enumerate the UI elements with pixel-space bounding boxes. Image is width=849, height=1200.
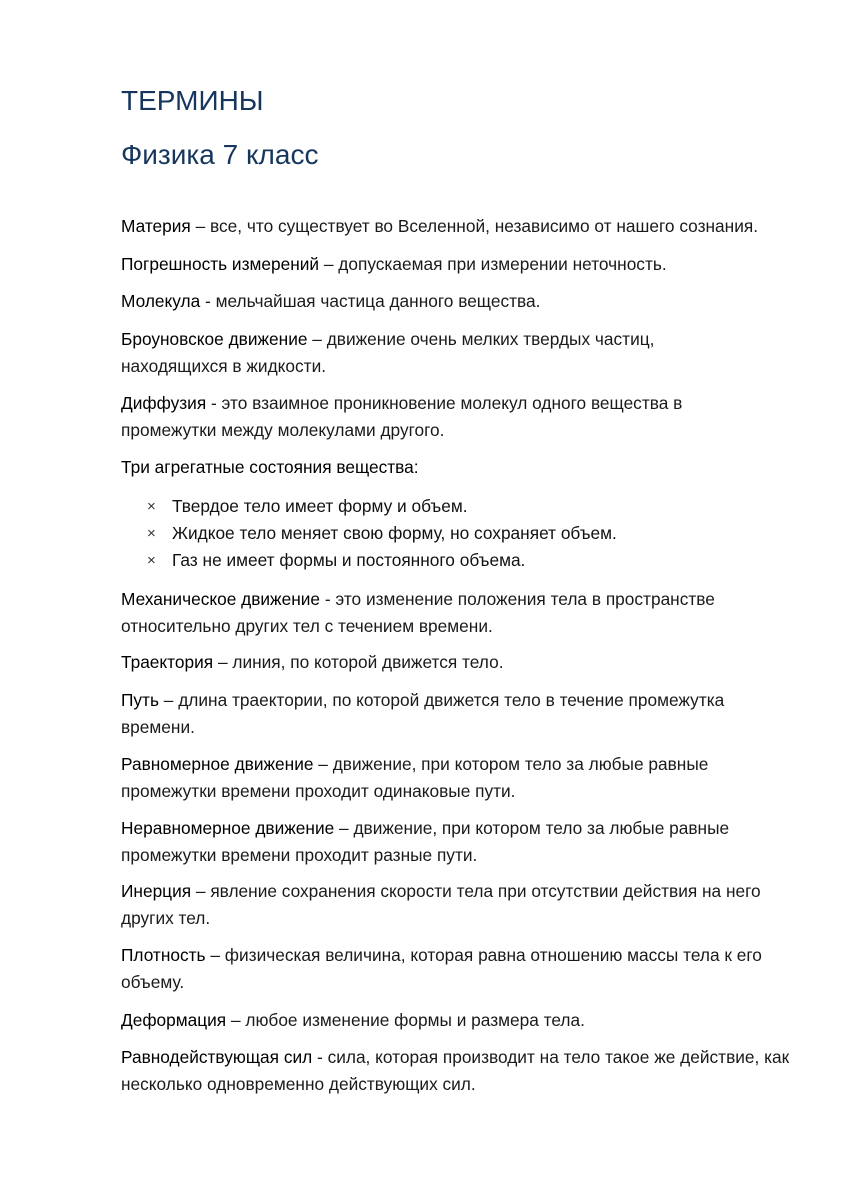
term-entry: [121, 687, 761, 740]
term-entry: [121, 288, 801, 315]
term-name: Деформация: [121, 1010, 227, 1030]
list-item: [121, 493, 801, 520]
state-name: Жидкое тело: [172, 523, 277, 543]
term-separator: –: [158, 690, 179, 710]
term-name: Траектория: [121, 652, 214, 672]
term-separator: –: [319, 254, 339, 274]
state-name: Твердое тело: [172, 496, 281, 516]
term-separator: -: [200, 291, 216, 311]
term-name: Три агрегатные состояния вещества:: [121, 457, 419, 477]
term-separator: –: [205, 945, 225, 965]
state-description: не имеет формы и постоянного объема.: [197, 550, 526, 570]
page-subtitle: Физика 7 класс: [121, 139, 319, 170]
cross-bullet-icon: ×: [147, 552, 156, 569]
term-definition: физическая величина, которая равна отношению массы тела к его объему.: [121, 945, 762, 992]
term-definition: это изменение положения тела в пространстве относительно других тел с течением времени.: [121, 589, 715, 636]
term-name: Инерция: [121, 881, 192, 901]
term-separator: –: [307, 329, 327, 349]
term-name: Равномерное движение: [121, 754, 314, 774]
term-definition: сила, которая производит на тело такое же действие, как несколько одновременно действующих сил.: [121, 1047, 790, 1094]
term-separator: –: [213, 652, 233, 672]
term-separator: –: [334, 818, 354, 838]
term-name: Диффузия: [121, 393, 207, 413]
term-definition: движение очень мелких твердых частиц, находящихся в жидкости.: [121, 329, 655, 376]
list-item: [121, 547, 801, 574]
term-separator: –: [190, 216, 210, 236]
term-definition: все, что существует во Вселенной, независимо от нашего сознания.: [210, 216, 759, 236]
term-entry: [121, 649, 801, 676]
term-definition: движение, при котором тело за любые равные промежутки времени проходит разные пути.: [121, 818, 730, 865]
term-name: Плотность: [121, 945, 206, 965]
term-separator: –: [191, 881, 211, 901]
term-entry: [121, 213, 801, 240]
term-definition: любое изменение формы и размера тела.: [245, 1010, 585, 1030]
term-name: Погрешность измерений: [121, 254, 320, 274]
term-entry: [121, 454, 801, 481]
term-name: Механическое движение: [121, 589, 321, 609]
term-entry: [121, 251, 801, 278]
state-description: меняет свою форму, но сохраняет объем.: [276, 523, 617, 543]
states-list: [121, 493, 801, 574]
state-description: имеет форму и объем.: [280, 496, 468, 516]
term-entry: [121, 326, 691, 379]
term-separator: –: [313, 754, 333, 774]
term-separator: –: [226, 1010, 246, 1030]
term-name: Молекула: [121, 291, 201, 311]
term-entry: [121, 815, 781, 868]
term-separator: -: [320, 589, 336, 609]
term-entry: [121, 878, 801, 931]
term-entry: [121, 942, 791, 995]
term-name: Путь: [121, 690, 159, 710]
term-definition: допускаемая при измерении неточность.: [338, 254, 667, 274]
list-item: [121, 520, 801, 547]
term-definition: движение, при котором тело за любые равные промежутки времени проходит одинаковые пути.: [121, 754, 709, 801]
term-entry: [121, 1007, 801, 1034]
term-definition: линия, по которой движется тело.: [232, 652, 504, 672]
term-entry: [121, 390, 721, 443]
term-name: Материя: [121, 216, 191, 236]
cross-bullet-icon: ×: [147, 498, 156, 515]
page-title: ТЕРМИНЫ: [121, 85, 264, 116]
term-name: Равнодействующая сил: [121, 1047, 313, 1067]
term-definition: длина траектории, по которой движется тело в течение промежутка времени.: [121, 690, 725, 737]
term-name: Броуновское движение: [121, 329, 308, 349]
term-definition: явление сохранения скорости тела при отсутствии действия на него других тел.: [121, 881, 761, 928]
term-entry: [121, 751, 761, 804]
term-definition: это взаимное проникновение молекул одного вещества в промежутки между молекулами другого.: [121, 393, 683, 440]
term-entry: [121, 586, 761, 639]
term-entry: [121, 1044, 801, 1097]
term-definition: мельчайшая частица данного вещества.: [215, 291, 541, 311]
term-separator: -: [312, 1047, 328, 1067]
term-separator: -: [206, 393, 222, 413]
state-name: Газ: [172, 550, 198, 570]
term-name: Неравномерное движение: [121, 818, 335, 838]
cross-bullet-icon: ×: [147, 525, 156, 542]
